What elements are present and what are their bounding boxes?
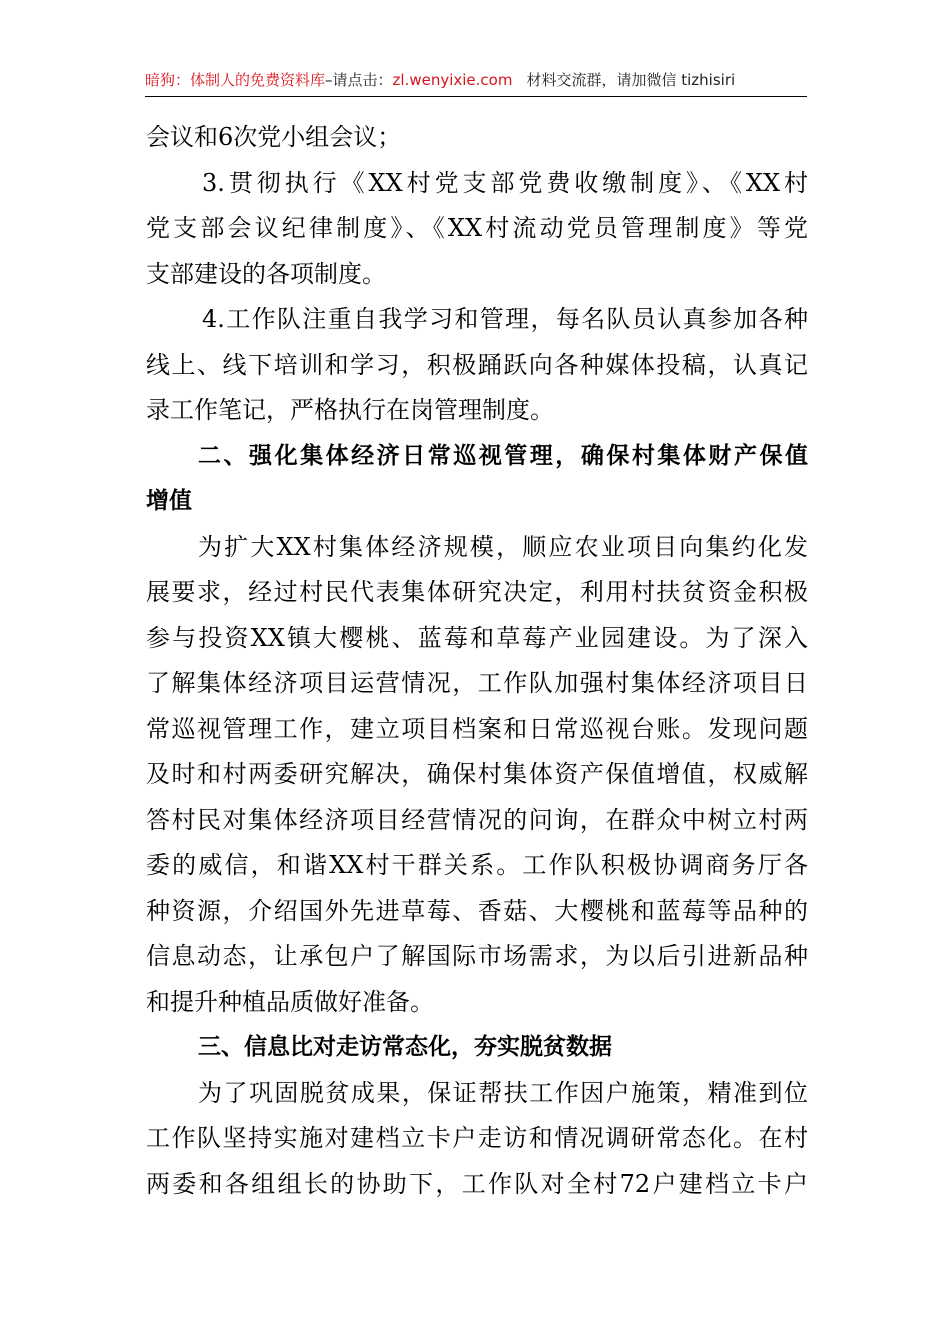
paragraph-line: 为扩大XX村集体经济规模，顺应农业项目向集约化发	[198, 532, 808, 561]
document-body	[146, 115, 808, 1207]
header-url-link[interactable]: zl.wenyixie.com	[392, 71, 513, 89]
paragraph-line: 了解集体经济项目运营情况，工作队加强村集体经济项目日	[146, 669, 808, 697]
section-heading: 二、强化集体经济日常巡视管理，确保村集体财产保值	[198, 442, 808, 469]
paragraph-line: 答村民对集体经济项目经营情况的问询，在群众中树立村两	[146, 805, 808, 834]
paragraph-line: 常巡视管理工作，建立项目档案和日常巡视台账。发现问题	[146, 714, 808, 743]
paragraph-line: 4.工作队注重自我学习和管理，每名队员认真参加各种	[202, 305, 808, 333]
paragraph-line: 线上、线下培训和学习，积极踊跃向各种媒体投稿，认真记	[146, 350, 808, 379]
header-click-label: –请点击：	[325, 71, 393, 89]
paragraph-line: 工作队坚持实施对建档立卡户走访和情况调研常态化。在村	[146, 1124, 808, 1152]
paragraph-line: 委的威信，和谐XX村干群关系。工作队积极协调商务厅各	[146, 851, 808, 879]
paragraph-line: 录工作笔记，严格执行在岗管理制度。	[146, 396, 554, 424]
section-heading: 增值	[146, 488, 192, 514]
paragraph-line: 会议和6次党小组会议；	[146, 123, 402, 151]
paragraph-line: 和提升种植品质做好准备。	[146, 987, 434, 1016]
paragraph-line: 参与投资XX镇大樱桃、蓝莓和草莓产业园建设。为了深入	[146, 623, 808, 652]
paragraph-line: 3.贯彻执行《XX村党支部党费收缴制度》、《XX村	[202, 168, 808, 197]
header-site-label: 暗狗：体制人的免费资料库	[145, 71, 326, 89]
paragraph-line: 支部建设的各项制度。	[146, 259, 386, 288]
paragraph-line: 种资源，介绍国外先进草莓、香菇、大樱桃和蓝莓等品种的	[146, 896, 808, 925]
paragraph-line: 展要求，经过村民代表集体研究决定，利用村扶贫资金积极	[146, 578, 808, 606]
paragraph-line: 及时和村两委研究解决，确保村集体资产保值增值，权威解	[146, 760, 808, 788]
paragraph-line: 信息动态，让承包户了解国际市场需求，为以后引进新品种	[146, 942, 808, 970]
section-heading: 三、信息比对走访常态化，夯实脱贫数据	[198, 1034, 612, 1060]
paragraph-line: 为了巩固脱贫成果，保证帮扶工作因户施策，精准到位	[198, 1078, 808, 1107]
paragraph-line: 两委和各组组长的协助下，工作队对全村72户建档立卡户	[146, 1169, 808, 1198]
header-wechat-text: 材料交流群，请加微信 tizhisiri	[526, 71, 736, 89]
paragraph-line: 党支部会议纪律制度》、《XX村流动党员管理制度》等党	[146, 214, 808, 242]
page-header	[145, 66, 807, 97]
